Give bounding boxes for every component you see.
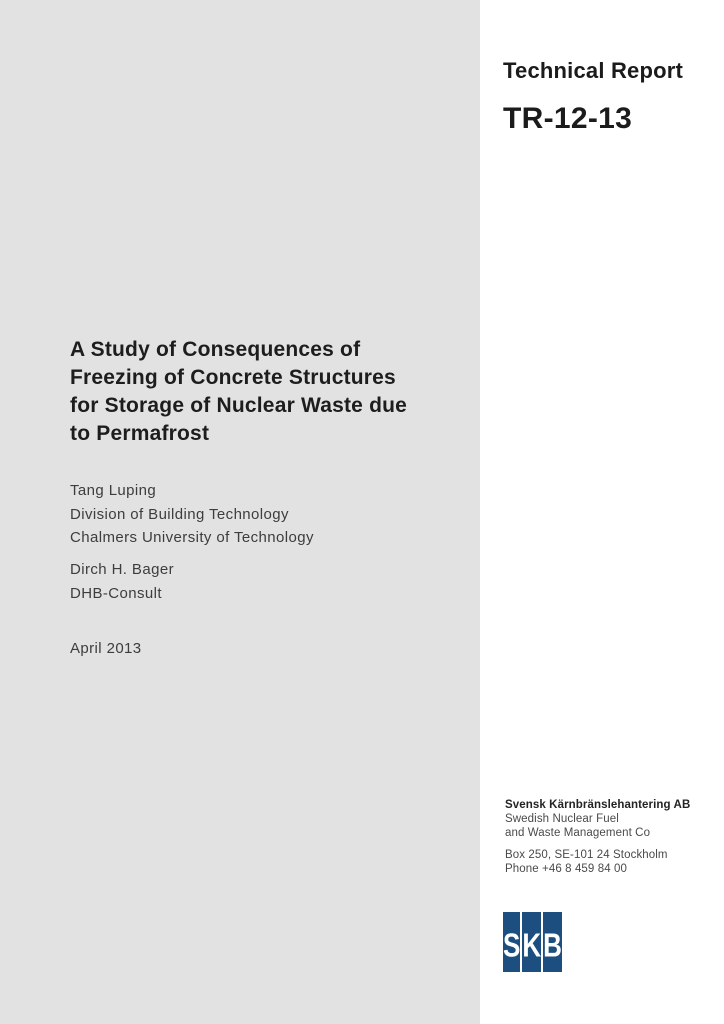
- title-line-1: A Study of Consequences of: [70, 338, 361, 361]
- report-header: [503, 58, 683, 136]
- publisher-block: [505, 798, 690, 876]
- date-text: April 2013: [70, 640, 142, 657]
- author-group-1: [70, 479, 314, 550]
- publication-date: [70, 637, 142, 661]
- author-affiliation-university: Chalmers University of Technology: [70, 529, 314, 546]
- publisher-address: Box 250, SE-101 24 Stockholm: [505, 849, 668, 861]
- report-number: TR-12-13: [503, 102, 633, 135]
- publisher-name: Svensk Kärnbränslehantering AB: [505, 799, 691, 811]
- skb-logo-letter-b: B: [543, 925, 562, 965]
- author-name-1: Tang Luping: [70, 482, 157, 499]
- title-line-4: to Permafrost: [70, 422, 210, 445]
- publisher-subtitle-line-2: and Waste Management Co: [505, 827, 651, 839]
- report-title: [70, 336, 407, 448]
- skb-logo-letter-s: S: [503, 925, 521, 965]
- author-name-2: Dirch H. Bager: [70, 561, 174, 578]
- author-group-2: [70, 558, 174, 605]
- report-type-label: Technical Report: [503, 58, 684, 83]
- publisher-contact: [505, 848, 690, 876]
- skb-logo-letter-k: K: [522, 925, 542, 965]
- title-line-3: for Storage of Nuclear Waste due: [70, 394, 408, 417]
- author-affiliation-consult: DHB-Consult: [70, 584, 162, 602]
- skb-logo-bar-3: [543, 912, 562, 972]
- publisher-subtitle-line-1: Swedish Nuclear Fuel: [505, 813, 619, 825]
- skb-logo: [503, 912, 560, 972]
- title-line-2: Freezing of Concrete Structures: [70, 366, 396, 389]
- skb-logo-bar-2: [522, 912, 541, 972]
- author-affiliation-division: Division of Building Technology: [70, 505, 289, 523]
- skb-logo-bar-1: [503, 912, 520, 972]
- publisher-phone: Phone +46 8 459 84 00: [505, 863, 628, 875]
